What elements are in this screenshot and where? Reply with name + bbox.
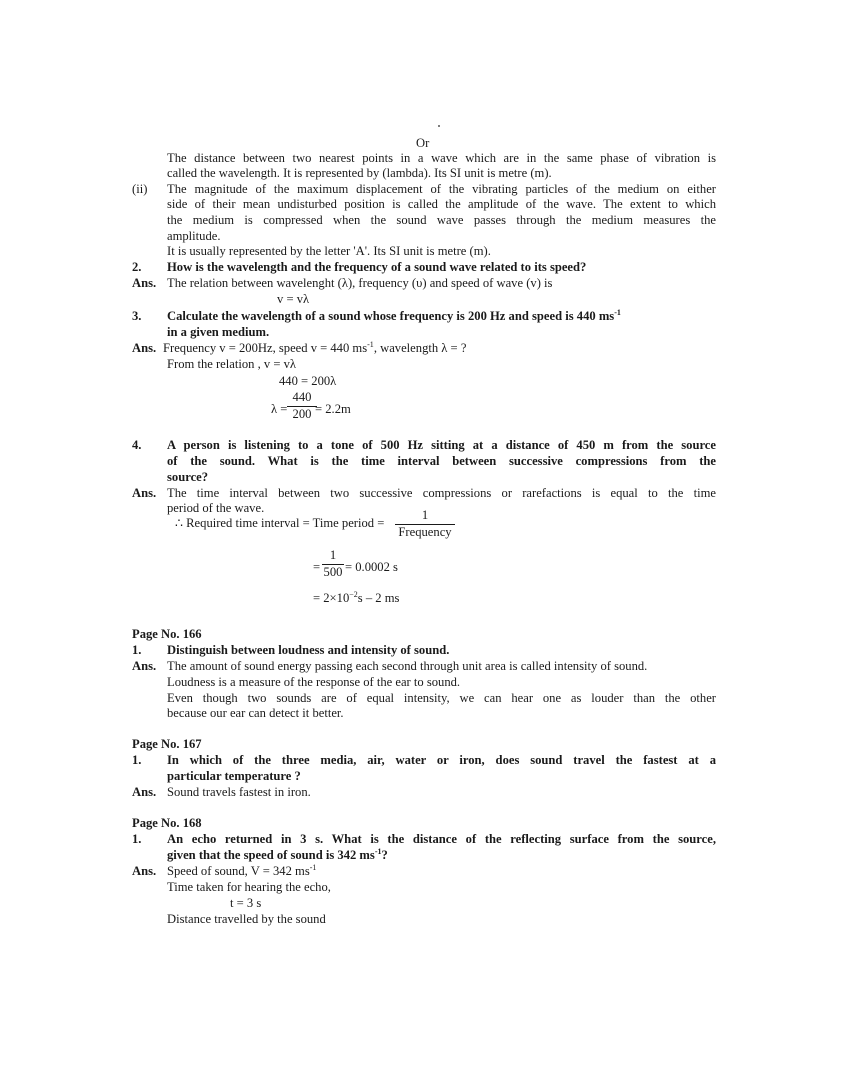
q3-fraction-denominator: 200 (292, 406, 312, 421)
q4-fraction-2-result: = 0.0002 s (345, 560, 398, 574)
p166-answer-line-2: Loudness is a measure of the response of the ear to sound. (167, 675, 461, 689)
q3-given-values: Frequency v = 200Hz, speed v = 440 $ms^{-1}$, wavelength λ = ? (163, 340, 467, 355)
page-166-heading: Page No. 166 (132, 627, 202, 641)
q3-fraction (287, 390, 317, 422)
p168-q1-number: 1. (132, 832, 142, 846)
q4-fraction-1-denominator: Frequency (398, 524, 452, 539)
p166-answer-line-1: The amount of sound energy passing each second through unit area is called intensity of sound. (167, 659, 648, 673)
q4-number: 4. (132, 438, 142, 452)
p166-q1-number: 1. (132, 643, 142, 657)
q4-fraction-1-numerator: 1 (421, 508, 429, 522)
p167-q1-question-line-1: In which of the three media, air, water or iron, does sound travel the fastest at a (167, 753, 716, 767)
q4-answer-line-2: period of the wave. (167, 501, 265, 515)
q4-fraction-2-numerator: 1 (329, 548, 337, 562)
q2-number: 2. (132, 260, 142, 274)
or-heading: Or (416, 136, 430, 150)
amplitude-definition-line-4: amplitude. (167, 229, 221, 243)
p167-answer: Sound travels fastest in iron. (167, 785, 311, 799)
q2-ans-label: Ans. (132, 276, 157, 290)
q3-ans-label: Ans. (132, 341, 157, 355)
q4-fraction-2-denominator: 500 (323, 564, 343, 579)
q2-question: How is the wavelength and the frequency of a sound wave related to its speed? (167, 260, 587, 274)
q3-lambda-lhs: λ = (271, 402, 288, 416)
p167-ans-label: Ans. (132, 785, 157, 799)
q3-relation: From the relation , v = vλ (167, 357, 296, 371)
p166-answer-line-3: Even though two sounds are of equal intensity, we can hear one as louder than the other (167, 691, 716, 705)
p166-ans-label: Ans. (132, 659, 157, 673)
p168-speed-of-sound: Speed of sound, V = 342 $ms^{-1}$ (167, 863, 317, 878)
q4-question-line-3: source? (167, 470, 209, 484)
p168-distance: Distance travelled by the sound (167, 912, 326, 926)
amplitude-definition-line-2: side of their mean undisturbed position is called the amplitude of the wave. The extent to which (167, 197, 716, 211)
amplitude-definition-line-3: the medium is compressed when the sound wave passes through the medium measures the (167, 213, 716, 227)
q3-result: = 2.2m (315, 402, 351, 416)
q4-fraction-2 (322, 548, 344, 580)
q3-fraction-numerator: 440 (292, 390, 312, 404)
page-168-heading: Page No. 168 (132, 816, 202, 830)
amplitude-definition-line-1: The magnitude of the maximum displacement of the vibrating particles of the medium on either (167, 182, 716, 196)
p166-answer-line-4: because our ear can detect it better. (167, 706, 344, 720)
p168-ans-label: Ans. (132, 864, 157, 878)
q2-formula: v = vλ (277, 292, 310, 306)
q4-answer-line-1: The time interval between two successive compressions or rarefactions is equal to the time (167, 486, 716, 500)
p168-time-label: Time taken for hearing the echo, (167, 880, 331, 894)
q4-question-line-1: A person is listening to a tone of 500 Hz sitting at a distance of 450 m from the source (167, 438, 716, 452)
q4-ans-label: Ans. (132, 486, 157, 500)
wavelength-definition-line-1: The distance between two nearest points in a wave which are in the same phase of vibration is (167, 151, 716, 165)
q4-required-interval: ∴ Required time interval = Time period = (175, 516, 385, 530)
wavelength-definition-line-2: called the wavelength. It is represented by (lambda). Its SI unit is metre (m). (167, 166, 552, 180)
q4-equals: = (313, 560, 321, 574)
q3-number: 3. (132, 309, 142, 323)
p168-time-value: t = 3 s (230, 896, 262, 910)
amplitude-definition-line-5: It is usually represented by the letter 'A'. Its SI unit is metre (m). (167, 244, 491, 258)
q4-time-period-fraction (395, 508, 455, 540)
p167-q1-number: 1. (132, 753, 142, 767)
q3-equation-1: 440 = 200λ (279, 374, 337, 388)
q2-answer: The relation between wavelenght (λ), frequency (υ) and speed of wave (v) is (167, 276, 553, 290)
q3-question-line-1: Calculate the wavelength of a sound whose frequency is 200 Hz and speed is 440 $ms^{-1}$ (167, 308, 621, 323)
p168-q1-question-line-1: An echo returned in 3 s. What is the distance of the reflecting surface from the source, (167, 832, 716, 846)
q4-final-result: = $2\times 10^{-2}s - 2$ ms (313, 590, 400, 605)
scan-speck (438, 125, 440, 127)
p166-q1-question: Distinguish between loudness and intensity of sound. (167, 643, 450, 657)
p168-q1-question-line-2: given that the speed of sound is 342 $ms^{-1}$? (167, 847, 388, 862)
q4-question-line-2: of the sound. What is the time interval between successive compressions from the (167, 454, 716, 468)
p167-q1-question-line-2: particular temperature ? (167, 769, 301, 783)
item-ii-marker: (ii) (132, 182, 148, 196)
page-167-heading: Page No. 167 (132, 737, 202, 751)
q3-question-line-2: in a given medium. (167, 325, 270, 339)
